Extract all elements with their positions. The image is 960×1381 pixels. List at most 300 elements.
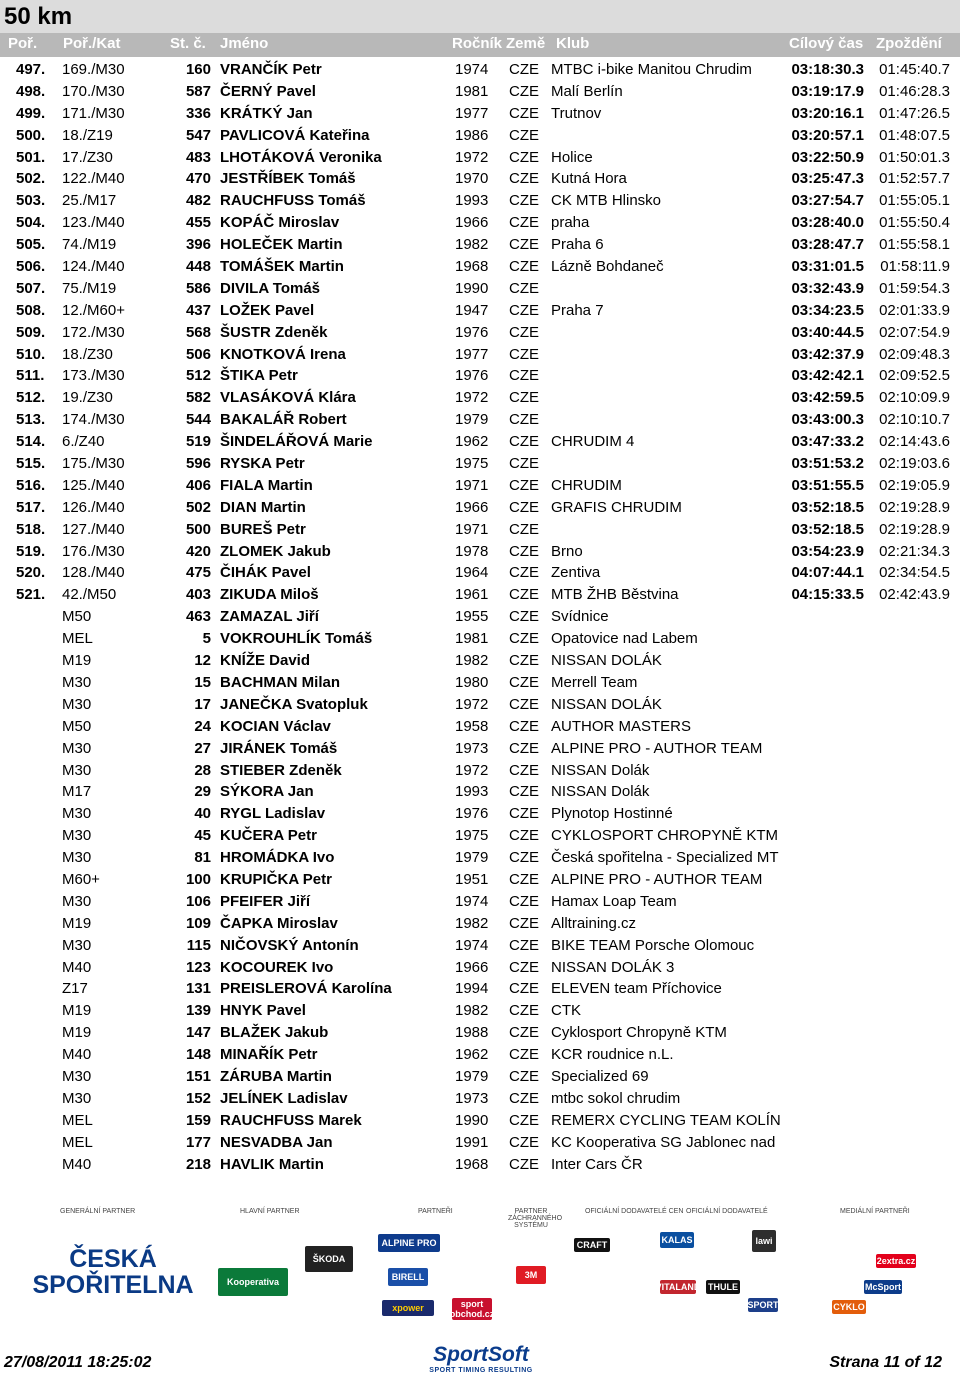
cell-category-rank: 171./M30 [62,104,125,122]
cell-name: VOKROUHLÍK Tomáš [220,630,373,648]
header-rank: Poř. [8,35,38,52]
cell-gap: 02:14:43.6 [879,433,950,451]
cell-country: CZE [509,914,539,932]
table-row [0,409,960,431]
cell-year: 1972 [455,695,489,713]
cell-category-rank: M40 [62,1046,92,1064]
cell-gap: 01:55:50.4 [879,214,950,232]
cell-club: KC Kooperativa SG Jablonec nad [551,1133,776,1151]
cell-name: RAUCHFUSS Tomáš [220,192,366,210]
table-row [0,825,960,847]
table-row [0,1154,960,1176]
cell-category-rank: M40 [62,1155,92,1173]
cell-start-number: 463 [185,608,211,626]
cell-start-number: 455 [185,214,211,232]
cell-club: NISSAN DOLÁK [551,652,662,670]
cell-name: BAKALÁŘ Robert [220,411,347,429]
cell-finish-time: 03:18:30.3 [791,61,864,78]
cell-category-rank: 125./M40 [62,476,125,494]
cell-country: CZE [509,61,539,78]
cell-year: 1982 [455,652,489,670]
table-row [0,322,960,344]
cell-name: KUČERA Petr [220,827,317,845]
cell-start-number: 45 [194,827,211,845]
cell-name: DIVILA Tomáš [220,279,321,297]
cell-category-rank: 17./Z30 [62,148,113,166]
cell-finish-time: 03:34:23.5 [791,301,864,319]
table-row [0,694,960,716]
table-row [0,1088,960,1110]
cell-year: 1966 [455,214,489,232]
cell-year: 1958 [455,717,489,735]
table-row [0,190,960,212]
cell-name: JELÍNEK Ladislav [220,1089,348,1107]
cell-country: CZE [509,805,539,823]
cell-club: NISSAN DOLÁK 3 [551,958,675,976]
cell-start-number: 482 [185,192,211,210]
cell-start-number: 106 [185,892,211,910]
cell-category-rank: M30 [62,1067,92,1085]
header-start-number: St. č. [170,35,206,52]
cell-name: ZIKUDA Miloš [220,586,319,604]
table-row [0,475,960,497]
cell-gap: 02:19:28.9 [879,498,950,516]
cell-start-number: 24 [194,717,211,735]
cell-name: ZAMAZAL Jiří [220,608,319,626]
table-row [0,387,960,409]
cell-category-rank: 172./M30 [62,323,125,341]
cell-year: 1972 [455,761,489,779]
cell-category-rank: 123./M40 [62,214,125,232]
cell-club: Inter Cars ČR [551,1155,643,1173]
cell-start-number: 519 [185,433,211,451]
cell-start-number: 582 [185,389,211,407]
cell-finish-time: 04:07:44.1 [791,564,864,582]
cell-category-rank: Z17 [62,980,88,998]
cell-category-rank: 18./Z30 [62,345,113,363]
cell-year: 1979 [455,849,489,867]
page-number: Strana 11 of 12 [829,1354,942,1371]
cell-club: Svídnice [551,608,609,626]
table-row [0,125,960,147]
cell-name: PREISLEROVÁ Karolína [220,980,392,998]
kooperativa-logo: Kooperativa [218,1268,288,1296]
cell-year: 1990 [455,279,489,297]
cell-category-rank: M30 [62,695,92,713]
cell-name: ČERNÝ Pavel [220,82,316,100]
header-year: Ročník [452,35,503,52]
cell-rank: 513. [16,411,46,429]
cell-start-number: 475 [185,564,211,582]
cell-start-number: 512 [185,367,211,385]
table-row [0,760,960,782]
cell-rank: 504. [16,214,46,232]
cell-year: 1994 [455,980,489,998]
cell-name: KRUPIČKA Petr [220,870,332,888]
cell-year: 1955 [455,608,489,626]
cell-year: 1951 [455,870,489,888]
cell-start-number: 151 [185,1067,211,1085]
cell-category-rank: M30 [62,849,92,867]
cell-name: HNYK Pavel [220,1002,306,1020]
sponsor-label-partners: PARTNEŘI [418,1208,453,1215]
cell-category-rank: M50 [62,608,92,626]
cell-name: RYSKA Petr [220,455,305,473]
cell-finish-time: 03:20:16.1 [791,104,864,122]
cell-country: CZE [509,870,539,888]
craft-logo: CRAFT [574,1238,610,1252]
cell-year: 1968 [455,1155,489,1173]
cell-category-rank: M19 [62,914,92,932]
cell-name: VRANČÍK Petr [220,61,322,78]
cell-year: 1991 [455,1133,489,1151]
cell-start-number: 12 [194,652,211,670]
sportsoft-logo [412,1344,550,1378]
table-row [0,431,960,453]
cell-year: 1974 [455,892,489,910]
cell-category-rank: 128./M40 [62,564,125,582]
cell-gap: 01:58:11.9 [880,258,950,276]
sponsor-label-media: MEDIÁLNÍ PARTNEŘI [840,1208,910,1215]
cell-finish-time: 03:31:01.5 [791,258,864,276]
cell-country: CZE [509,717,539,735]
cell-country: CZE [509,1155,539,1173]
cell-name: RAUCHFUSS Marek [220,1111,362,1129]
cell-category-rank: M19 [62,1024,92,1042]
cell-country: CZE [509,170,539,188]
sponsors-strip [0,1208,960,1328]
cell-category-rank: 42./M50 [62,586,117,604]
cell-name: NIČOVSKÝ Antonín [220,936,359,954]
cell-gap: 02:09:52.5 [879,367,950,385]
cell-finish-time: 03:51:55.5 [791,476,864,494]
cell-name: KOCIAN Václav [220,717,331,735]
cell-gap: 01:46:28.3 [879,82,950,100]
cell-rank: 502. [16,170,46,188]
cell-club: Opatovice nad Labem [551,630,698,648]
table-row [0,978,960,1000]
table-row [0,628,960,650]
cell-category-rank: 175./M30 [62,455,125,473]
cell-name: LHOTÁKOVÁ Veronika [220,148,382,166]
cell-name: KRÁTKÝ Jan [220,104,313,122]
cell-gap: 02:09:48.3 [879,345,950,363]
cell-finish-time: 03:32:43.9 [791,279,864,297]
cell-name: HAVLIK Martin [220,1155,324,1173]
cell-category-rank: M60+ [62,870,100,888]
cell-category-rank: 169./M30 [62,61,125,78]
cell-start-number: 159 [185,1111,211,1129]
cell-rank: 511. [16,367,45,385]
cell-rank: 514. [16,433,46,451]
xpower-logo: xpower [382,1300,434,1316]
table-row [0,453,960,475]
table-row [0,650,960,672]
cell-name: STIEBER Zdeněk [220,761,342,779]
cell-start-number: 148 [185,1046,211,1064]
cell-club: Česká spořitelna - Specialized MT [551,849,779,867]
cell-gap: 01:47:26.5 [879,104,950,122]
cell-club: AUTHOR MASTERS [551,717,692,735]
page-title: 50 km [4,3,73,30]
cell-country: CZE [509,192,539,210]
cell-start-number: 448 [185,258,211,276]
cell-start-number: 596 [185,455,211,473]
cell-start-number: 406 [185,476,211,494]
cell-start-number: 29 [194,783,211,801]
cell-country: CZE [509,236,539,254]
cell-finish-time: 03:20:57.1 [791,126,864,144]
cell-category-rank: 74./M19 [62,236,117,254]
cell-name: TOMÁŠEK Martin [220,258,344,276]
cell-gap: 02:19:28.9 [879,520,950,538]
cell-category-rank: M30 [62,892,92,910]
cell-country: CZE [509,1067,539,1085]
cell-rank: 509. [16,323,46,341]
cell-country: CZE [509,433,539,451]
table-row [0,957,960,979]
cell-category-rank: 126./M40 [62,498,125,516]
cell-category-rank: 19./Z30 [62,389,113,407]
table-row [0,168,960,190]
cell-start-number: 81 [194,849,211,867]
cell-name: KNÍŽE David [220,652,311,670]
cell-category-rank: 127./M40 [62,520,125,538]
cell-country: CZE [509,258,539,276]
cell-year: 1977 [455,104,489,122]
table-row [0,234,960,256]
cell-country: CZE [509,214,539,232]
table-row [0,1044,960,1066]
cell-name: FIALA Martin [220,476,313,494]
cell-start-number: 547 [185,126,211,144]
cell-gap: 02:34:54.5 [879,564,950,582]
cell-name: ČAPKA Miroslav [220,914,338,932]
cell-start-number: 544 [185,411,211,429]
cell-start-number: 123 [185,958,211,976]
table-row [0,716,960,738]
cell-country: CZE [509,345,539,363]
cell-finish-time: 03:43:00.3 [791,411,864,429]
table-header [0,0,960,57]
table-row [0,672,960,694]
cell-club: Malí Berlín [551,82,623,100]
cell-category-rank: 174./M30 [62,411,125,429]
table-row [0,212,960,234]
table-row [0,1000,960,1022]
cell-rank: 508. [16,301,46,319]
cell-club: NISSAN Dolák [551,783,650,801]
cell-finish-time: 03:28:40.0 [791,214,864,232]
cell-year: 1980 [455,673,489,691]
sponsor-label-rescue: PARTNER ZÁCHRANNÉHO SYSTÉMU [508,1208,563,1229]
cell-year: 1974 [455,61,489,78]
cell-finish-time: 03:42:37.9 [791,345,864,363]
cell-finish-time: 03:19:17.9 [791,82,864,100]
cell-start-number: 147 [185,1024,211,1042]
cell-year: 1972 [455,389,489,407]
cell-start-number: 470 [185,170,211,188]
cell-finish-time: 03:40:44.5 [791,323,864,341]
cell-finish-time: 03:51:53.2 [791,455,864,473]
cell-finish-time: 03:27:54.7 [791,192,864,210]
cell-name: HOLEČEK Martin [220,236,343,254]
cell-gap: 02:19:05.9 [879,476,950,494]
cell-country: CZE [509,301,539,319]
cell-start-number: 218 [185,1155,211,1173]
3m-logo: 3M [516,1266,546,1284]
cell-name: ČIHÁK Pavel [220,564,311,582]
cell-year: 1979 [455,411,489,429]
cell-country: CZE [509,1133,539,1151]
cell-club: Brno [551,542,583,560]
skoda-logo: ŠKODA [305,1246,353,1272]
cell-club: Hamax Loap Team [551,892,677,910]
cell-country: CZE [509,608,539,626]
cell-rank: 507. [16,279,46,297]
cell-club: ALPINE PRO - AUTHOR TEAM [551,739,763,757]
cell-club: NISSAN Dolák [551,761,650,779]
table-row [0,781,960,803]
cell-name: ŠINDELÁŘOVÁ Marie [220,433,373,451]
cell-country: CZE [509,389,539,407]
cell-rank: 516. [16,476,46,494]
cell-category-rank: M30 [62,673,92,691]
cell-finish-time: 03:25:47.3 [791,170,864,188]
cell-rank: 515. [16,455,46,473]
table-row [0,803,960,825]
cell-name: PAVLICOVÁ Kateřina [220,126,370,144]
cell-country: CZE [509,695,539,713]
cell-club: Praha 7 [551,301,604,319]
cell-year: 1988 [455,1024,489,1042]
cell-name: ŠTIKA Petr [220,367,298,385]
cell-country: CZE [509,498,539,516]
cell-country: CZE [509,542,539,560]
cell-club: Lázně Bohdaneč [551,258,664,276]
table-row [0,562,960,584]
table-row [0,1110,960,1132]
cell-finish-time: 03:52:18.5 [791,498,864,516]
cell-club: Merrell Team [551,673,638,691]
cell-gap: 02:10:09.9 [879,389,950,407]
cell-category-rank: 170./M30 [62,82,125,100]
cell-year: 1993 [455,783,489,801]
cell-gap: 02:21:34.3 [879,542,950,560]
cell-year: 1974 [455,936,489,954]
cell-category-rank: M17 [62,783,92,801]
sport-logo: SPORT [747,1300,779,1310]
table-row [0,519,960,541]
cell-country: CZE [509,652,539,670]
cell-name: HROMÁDKA Ivo [220,849,335,867]
cell-country: CZE [509,476,539,494]
table-row [0,738,960,760]
cell-country: CZE [509,739,539,757]
table-row [0,891,960,913]
cell-year: 1966 [455,498,489,516]
cell-name: KNOTKOVÁ Irena [220,345,346,363]
cell-name: BUREŠ Petr [220,520,306,538]
cell-year: 1970 [455,170,489,188]
cell-rank: 505. [16,236,46,254]
cell-start-number: 483 [185,148,211,166]
cell-year: 1986 [455,126,489,144]
cell-start-number: 139 [185,1002,211,1020]
cell-category-rank: 122./M40 [62,170,125,188]
cell-start-number: 40 [194,805,211,823]
cell-club: BIKE TEAM Porsche Olomouc [551,936,755,954]
cell-year: 1962 [455,433,489,451]
cell-year: 1962 [455,1046,489,1064]
cell-country: CZE [509,958,539,976]
cell-gap: 01:55:05.1 [879,192,950,210]
cell-year: 1964 [455,564,489,582]
cell-category-rank: MEL [62,630,93,648]
cell-club: Praha 6 [551,236,604,254]
cell-category-rank: M30 [62,805,92,823]
cell-year: 1990 [455,1111,489,1129]
cell-country: CZE [509,148,539,166]
cell-club: NISSAN DOLÁK [551,695,662,713]
cell-year: 1993 [455,192,489,210]
cell-club: GRAFIS CHRUDIM [551,498,682,516]
cell-year: 1977 [455,345,489,363]
table-row [0,1066,960,1088]
alpine-pro-logo: ALPINE PRO [378,1234,440,1252]
cell-country: CZE [509,630,539,648]
cell-country: CZE [509,783,539,801]
cell-finish-time: 03:54:23.9 [791,542,864,560]
cell-club: MTBC i-bike Manitou Chrudim [551,61,752,78]
cell-name: VLASÁKOVÁ Klára [220,389,356,407]
table-row [0,541,960,563]
cell-year: 1982 [455,236,489,254]
cell-start-number: 587 [185,82,211,100]
cell-club: Trutnov [551,104,602,122]
cell-name: MINAŘÍK Petr [220,1046,318,1064]
cell-name: KOCOUREK Ivo [220,958,334,976]
cell-category-rank: M30 [62,761,92,779]
cell-gap: 02:01:33.9 [879,301,950,319]
cell-name: ŠUSTR Zdeněk [220,323,328,341]
cell-club: CK MTB Hlinsko [551,192,662,210]
cell-club: mtbc sokol chrudim [551,1089,681,1107]
cell-start-number: 115 [186,936,211,954]
vitaland-logo: VITALAND [655,1282,701,1292]
table-row [0,344,960,366]
cell-country: CZE [509,411,539,429]
cell-club: praha [551,214,590,232]
cell-rank: 501. [16,148,46,166]
cell-category-rank: M50 [62,717,92,735]
mcsport-logo: McSport [865,1282,901,1292]
cell-rank: 500. [16,126,46,144]
cell-year: 1972 [455,148,489,166]
cell-name: SÝKORA Jan [220,783,314,801]
header-finish-time: Cílový čas [789,35,864,52]
header-name: Jméno [220,35,269,52]
cell-name: BLAŽEK Jakub [220,1024,329,1042]
table-row [0,1132,960,1154]
cell-name: NESVADBA Jan [220,1133,333,1151]
cell-year: 1961 [455,586,489,604]
cell-year: 1947 [455,301,489,319]
cell-category-rank: 6./Z40 [62,433,105,451]
table-row [0,365,960,387]
cell-rank: 520. [16,564,46,582]
cell-country: CZE [509,1002,539,1020]
